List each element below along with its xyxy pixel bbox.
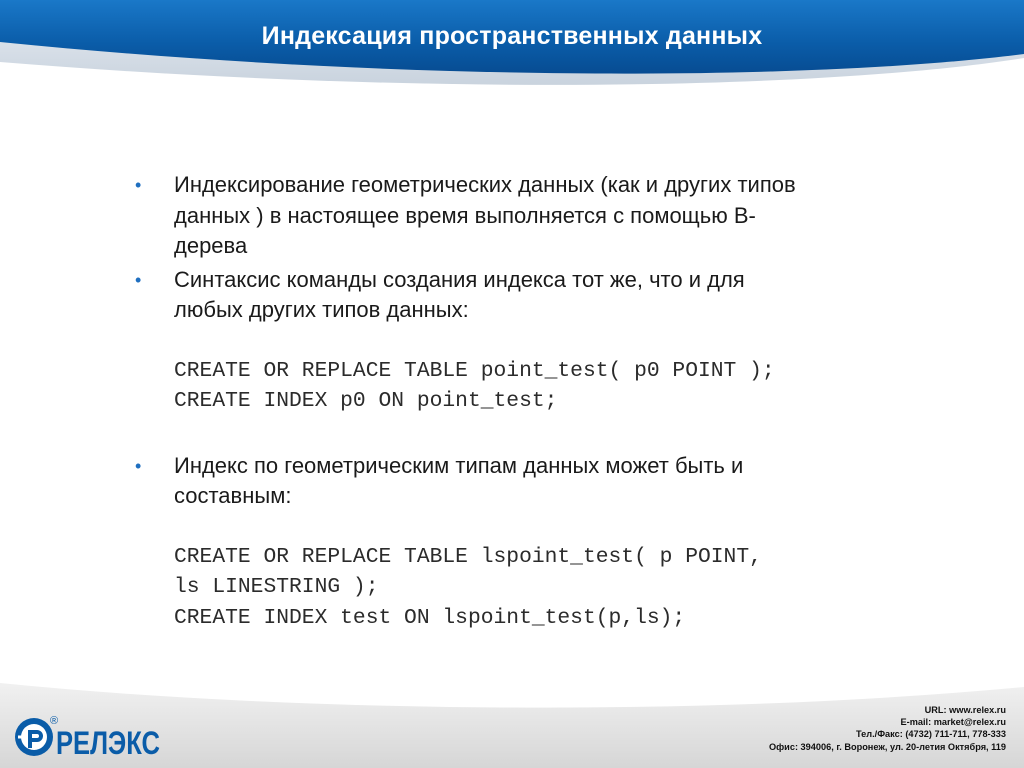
relex-logo-graphic	[12, 712, 172, 762]
code-line: ls LINESTRING );	[174, 575, 379, 599]
logo-wordmark: РЕЛЭКС	[56, 725, 160, 761]
contact-block	[769, 704, 1006, 753]
bullet-text-line: данных ) в настоящее время выполняется с помощью B-	[174, 202, 756, 228]
slide-content	[134, 170, 914, 633]
bullet-item	[134, 170, 914, 262]
registered-mark: ®	[50, 715, 59, 727]
bullet-item	[134, 451, 914, 634]
bullet-text-line: Индекс по геометрическим типам данных может быть и	[174, 452, 744, 478]
bullet-text-line: Индексирование геометрических данных (как и других типов	[174, 172, 796, 197]
code-line: CREATE OR REPLACE TABLE lspoint_test( p POINT,	[174, 544, 762, 569]
bullet-dot-icon: •	[135, 175, 142, 195]
relex-logo	[12, 712, 172, 762]
header-banner	[0, 0, 1024, 90]
bullet-dot-icon: •	[135, 455, 142, 476]
bullet-text-line: Синтаксис команды создания индекса тот же, что и для	[174, 266, 745, 292]
contact-address: Офис: 394006, г. Воронеж, ул. 20-летия Октября, 119	[769, 741, 1006, 752]
bullet-item	[134, 265, 914, 417]
code-line: CREATE OR REPLACE TABLE point_test( p0 POINT );	[174, 358, 775, 383]
bullet-text-line: дерева	[174, 233, 248, 258]
contact-url: URL: www.relex.ru	[924, 705, 1006, 715]
code-line: CREATE INDEX p0 ON point_test;	[174, 389, 558, 413]
bullet-text-line: составным:	[174, 483, 292, 508]
bullet-text-line: любых других типов данных:	[174, 297, 469, 322]
contact-phone: Тел./Факс: (4732) 711-711, 778-333	[856, 729, 1006, 740]
bullet-dot-icon: •	[135, 269, 142, 290]
contact-email: E-mail: market@relex.ru	[900, 717, 1006, 728]
slide-title: Индексация пространственных данных	[261, 22, 763, 50]
code-line: CREATE INDEX test ON lspoint_test(p,ls);	[174, 605, 686, 630]
